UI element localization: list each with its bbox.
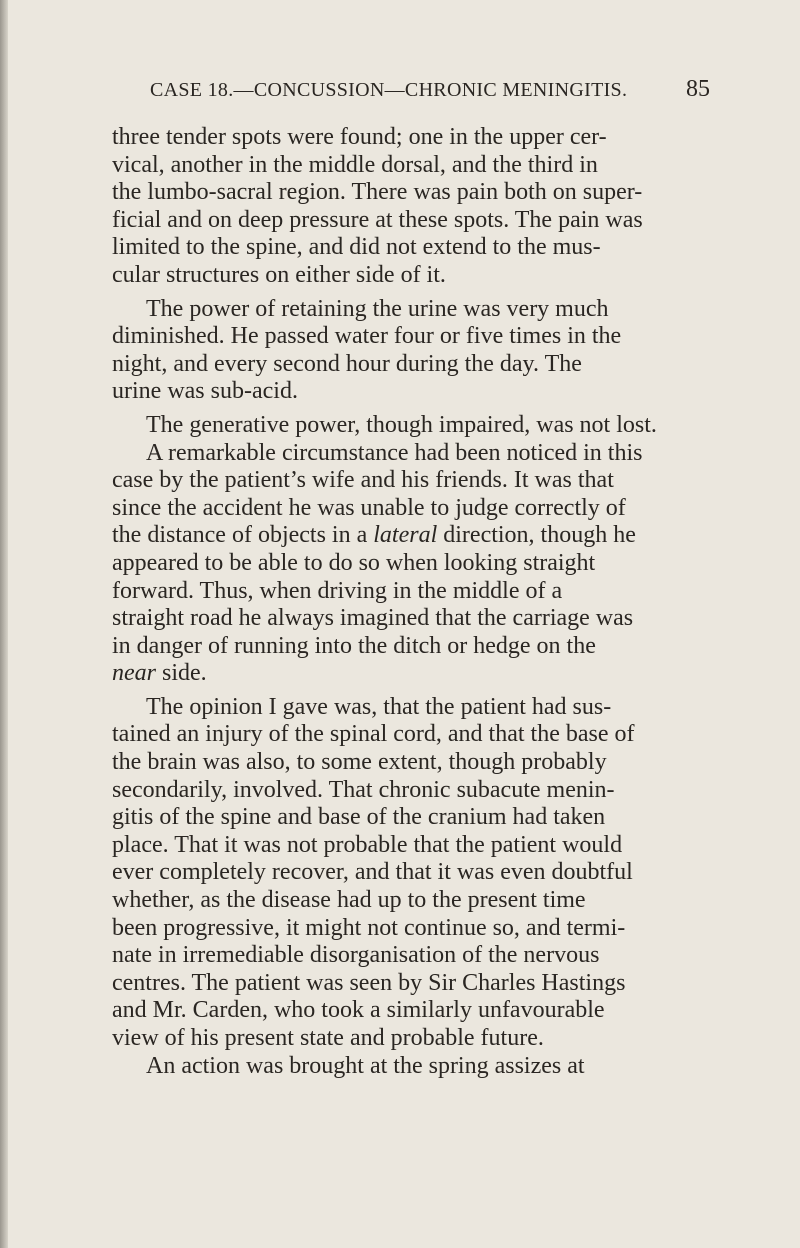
- text-line: the brain was also, to some extent, though probably: [112, 749, 607, 776]
- text-line: been progressive, it might not continue so, and termi-: [112, 914, 626, 941]
- text-line: the lumbo-sacral region. There was pain both on super-: [112, 179, 643, 206]
- text-line: view of his present state and probable future.: [112, 1025, 544, 1051]
- text-line: An action was brought at the spring assizes at: [146, 1052, 585, 1079]
- text-line: limited to the spine, and did not extend to the mus-: [112, 234, 601, 261]
- running-header: [150, 76, 710, 103]
- text-segment: direction, though he: [443, 522, 636, 549]
- text-segment: side.: [162, 660, 207, 687]
- text-line: [112, 660, 728, 688]
- page-binding-edge: [0, 0, 8, 1248]
- text-line: The opinion I gave was, that the patient had sus-: [146, 693, 612, 720]
- chapter-title: CASE 18.—CONCUSSION—CHRONIC MENINGITIS.: [150, 79, 628, 101]
- text-line: vical, another in the middle dorsal, and the third in: [112, 151, 598, 178]
- text-line: since the accident he was unable to judge correctly of: [112, 494, 626, 521]
- paragraph-4: [112, 694, 728, 1053]
- text-line: tained an injury of the spinal cord, and that the base of: [112, 721, 635, 748]
- text-line: whether, as the disease had up to the present time: [112, 887, 586, 914]
- text-line: A remarkable circumstance had been noticed in this: [146, 439, 643, 466]
- paragraph-5: [112, 1053, 728, 1081]
- text-line: place. That it was not probable that the patient would: [112, 831, 623, 858]
- paragraph-2: [112, 296, 728, 406]
- text-line: gitis of the spine and base of the cranium had taken: [112, 804, 606, 831]
- body-text: [112, 124, 728, 1080]
- paragraph-3: [112, 412, 728, 688]
- text-line: diminished. He passed water four or five times in the: [112, 323, 622, 350]
- text-line: appeared to be able to do so when looking straight: [112, 549, 596, 576]
- text-line: nate in irremediable disorganisation of the nervous: [112, 942, 600, 969]
- text-line: three tender spots were found; one in the upper cer-: [112, 124, 607, 150]
- text-line: The power of retaining the urine was very much: [146, 295, 609, 322]
- text-line: in danger of running into the ditch or hedge on the: [112, 632, 596, 659]
- text-line: night, and every second hour during the day. The: [112, 350, 582, 377]
- text-line: case by the patient’s wife and his friends. It was that: [112, 467, 614, 494]
- text-line: secondarily, involved. That chronic subacute menin-: [112, 776, 615, 803]
- text-line: ever completely recover, and that it was even doubtful: [112, 859, 633, 886]
- italic-word: lateral: [373, 522, 438, 549]
- text-line: urine was sub-acid.: [112, 378, 298, 405]
- text-line: ficial and on deep pressure at these spots. The pain was: [112, 206, 643, 233]
- text-line: cular structures on either side of it.: [112, 261, 446, 288]
- paragraph-1: [112, 124, 728, 290]
- italic-word: near: [112, 660, 156, 687]
- text-line: straight road he always imagined that the carriage was: [112, 605, 634, 632]
- page-number: 85: [686, 76, 710, 102]
- text-line: [112, 522, 728, 550]
- text-segment: the distance of objects in a: [112, 522, 368, 549]
- text-line: forward. Thus, when driving in the middle of a: [112, 577, 563, 604]
- text-line: and Mr. Carden, who took a similarly unfavourable: [112, 997, 605, 1024]
- text-line: centres. The patient was seen by Sir Charles Hastings: [112, 969, 626, 996]
- text-line: The generative power, though impaired, was not lost.: [146, 411, 657, 438]
